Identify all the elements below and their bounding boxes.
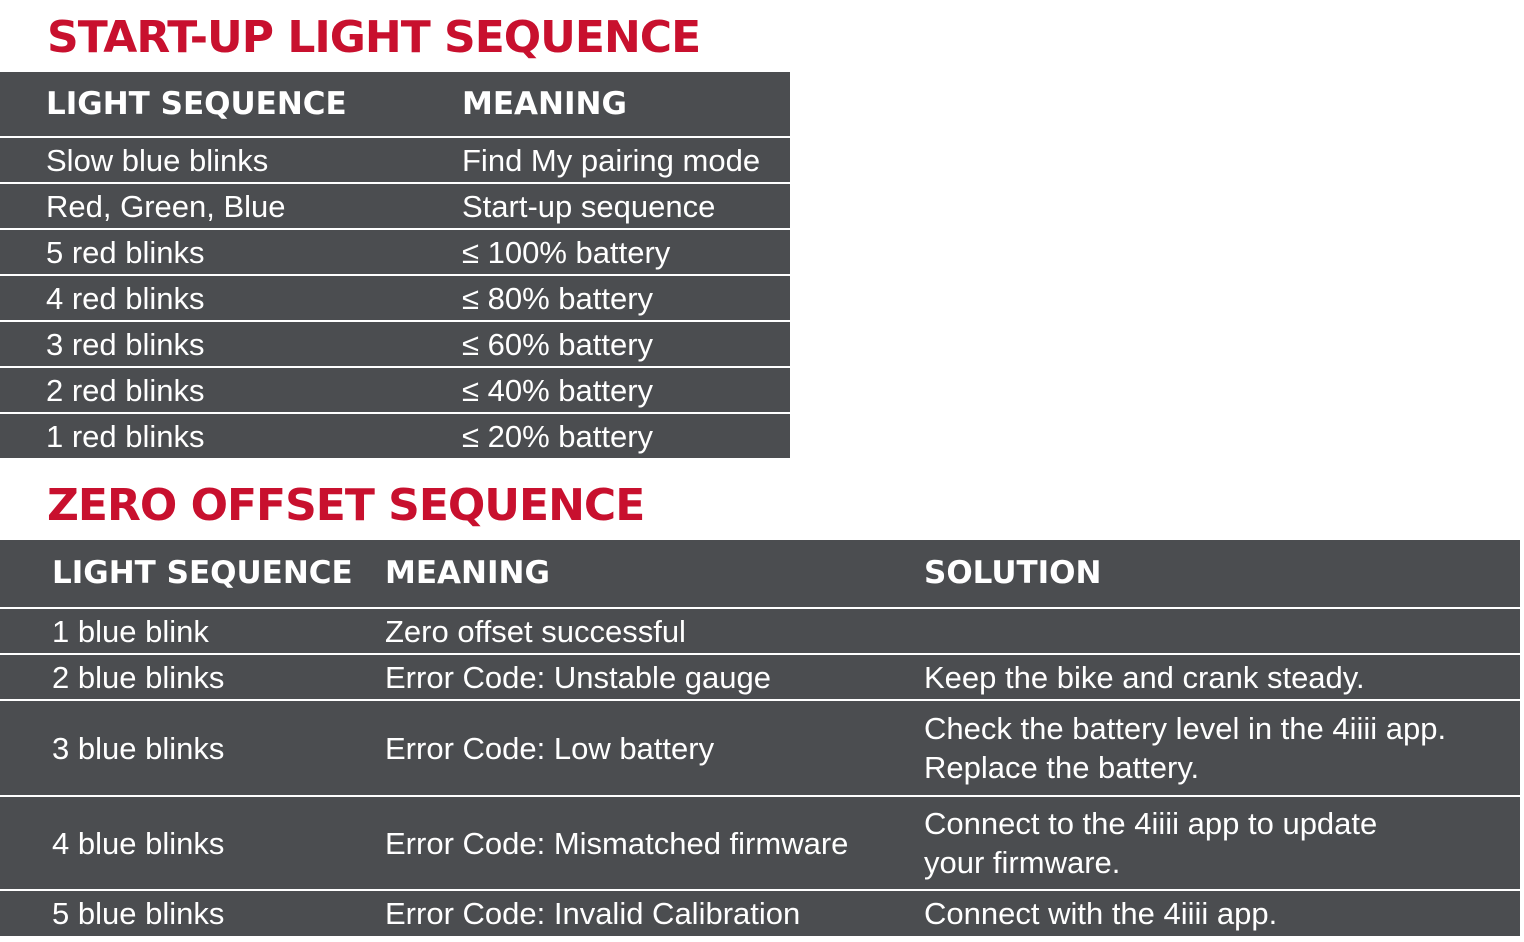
table-header-row bbox=[0, 72, 790, 136]
light-sequence-cell: 4 blue blinks bbox=[52, 825, 225, 861]
light-sequence-cell: 5 blue blinks bbox=[52, 896, 225, 931]
meaning-cell: ≤ 80% battery bbox=[462, 280, 654, 316]
meaning-cell: Start-up sequence bbox=[462, 188, 716, 224]
startup-section-title: START-UP LIGHT SEQUENCE bbox=[47, 12, 701, 63]
light-sequence-cell: 1 blue blink bbox=[52, 613, 209, 649]
light-sequence-cell: Slow blue blinks bbox=[46, 142, 269, 178]
table-row bbox=[0, 412, 790, 458]
light-sequence-cell: 2 red blinks bbox=[46, 372, 205, 408]
table-header-row bbox=[0, 540, 1520, 607]
light-sequence-cell: 3 red blinks bbox=[46, 326, 205, 362]
solution-cell bbox=[924, 701, 1446, 795]
meaning-cell: Find My pairing mode bbox=[462, 142, 761, 178]
meaning-cell: ≤ 60% battery bbox=[462, 326, 654, 362]
table-row bbox=[0, 607, 1520, 653]
table-row bbox=[0, 320, 790, 366]
header-meaning: MEANING bbox=[462, 85, 627, 122]
light-sequence-cell: 3 blue blinks bbox=[52, 730, 225, 766]
zero-offset-table bbox=[0, 540, 1520, 936]
solution-cell bbox=[924, 797, 1377, 889]
table-row bbox=[0, 699, 1520, 795]
light-sequence-cell: 4 red blinks bbox=[46, 280, 205, 316]
solution-cell: Keep the bike and crank steady. bbox=[924, 659, 1365, 695]
solution-line: Connect to the 4iiii app to update bbox=[924, 806, 1378, 841]
table-row bbox=[0, 889, 1520, 936]
light-sequence-cell: 5 red blinks bbox=[46, 234, 205, 270]
solution-cell: Connect with the 4iiii app. bbox=[924, 896, 1278, 931]
table-row bbox=[0, 653, 1520, 699]
solution-line: Replace the battery. bbox=[924, 750, 1200, 785]
startup-light-table bbox=[0, 72, 790, 458]
header-solution: SOLUTION bbox=[924, 555, 1102, 591]
header-light-sequence: LIGHT SEQUENCE bbox=[46, 85, 347, 122]
meaning-cell: Error Code: Low battery bbox=[385, 730, 715, 766]
meaning-cell: Error Code: Mismatched firmware bbox=[385, 825, 849, 861]
solution-line: your firmware. bbox=[924, 845, 1121, 880]
header-meaning: MEANING bbox=[385, 555, 550, 591]
meaning-cell: ≤ 40% battery bbox=[462, 372, 654, 408]
light-sequence-cell: 1 red blinks bbox=[46, 418, 205, 454]
header-light-sequence: LIGHT SEQUENCE bbox=[52, 555, 353, 591]
meaning-cell: ≤ 20% battery bbox=[462, 418, 654, 454]
table-row bbox=[0, 182, 790, 228]
light-sequence-cell: Red, Green, Blue bbox=[46, 188, 286, 224]
meaning-cell: ≤ 100% battery bbox=[462, 234, 671, 270]
table-row bbox=[0, 136, 790, 182]
table-row bbox=[0, 274, 790, 320]
light-sequence-cell: 2 blue blinks bbox=[52, 659, 225, 695]
meaning-cell: Error Code: Unstable gauge bbox=[385, 659, 772, 695]
meaning-cell: Error Code: Invalid Calibration bbox=[385, 896, 801, 931]
table-row bbox=[0, 795, 1520, 889]
zero-offset-section-title: ZERO OFFSET SEQUENCE bbox=[47, 480, 645, 531]
solution-line: Check the battery level in the 4iiii app. bbox=[924, 711, 1447, 746]
table-row bbox=[0, 366, 790, 412]
table-row bbox=[0, 228, 790, 274]
meaning-cell: Zero offset successful bbox=[385, 613, 686, 649]
